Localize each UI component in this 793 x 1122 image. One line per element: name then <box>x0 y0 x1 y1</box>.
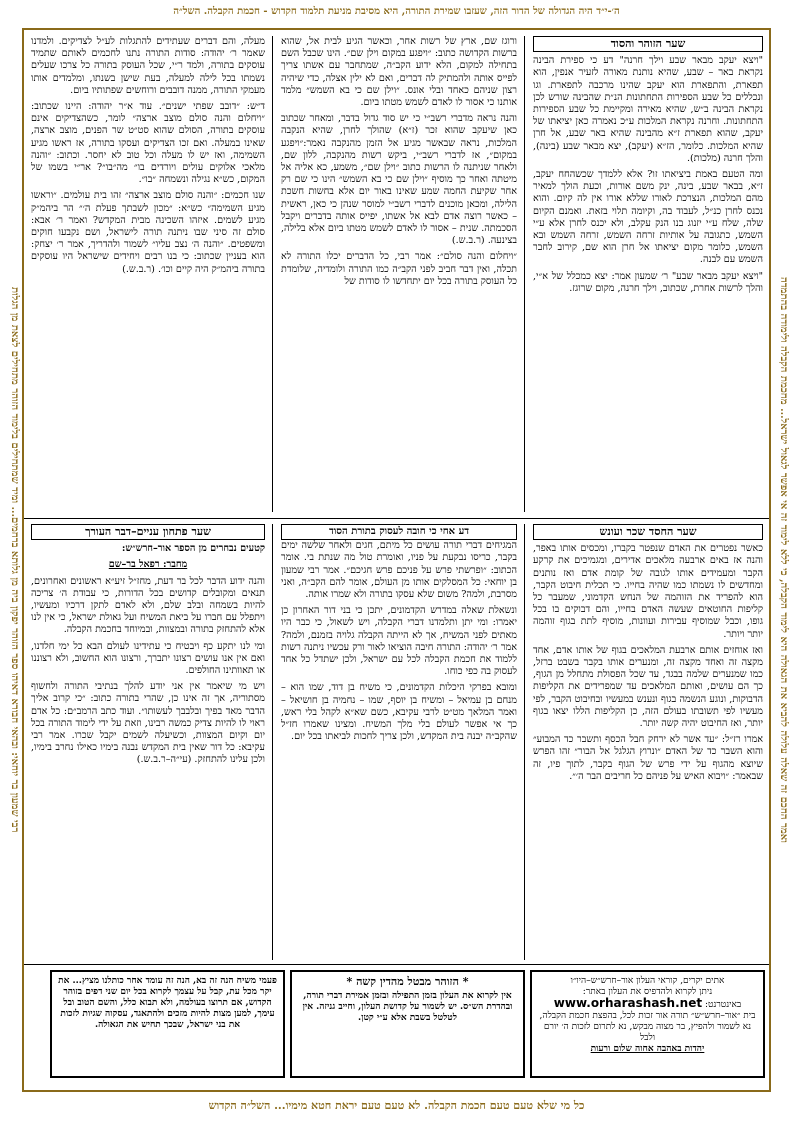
mid-col-right <box>533 524 763 960</box>
info-line: ניתן לקרוא ולהדפיס את העלון באתר: <box>582 987 713 997</box>
paragraph: "ויצא יעקב מבאר שבע וילך חרנה" דע כי ספירת הבינה נקראת באר – שבע, שהיא נותנת מאורה לזעיר אנפין, הוא תפארת, והתפארת הוא יעקב שהינו מרכבה לתפארת. וגו ונכללים כל שבע הספירות התחתונות הנ״ת שהבינה שורש לכן נקראת הבינה ב״ש, שהיא מאירה ומקיימת כל שבע הספירות התחתונות. וחרנה נקראת המלכות ע״כ נאמרה כאן יציאתו של יעקב, שהוא תפארת ז״א מהבינה שהיא באר שבע, אל חרן שהיא המלכות. כלומר, הז״א (יעקב), יצא מבאר שבע (בינה), והלך חרנה (מלכות). <box>533 55 763 164</box>
middle-section <box>24 522 769 962</box>
box-title: * הזוהר מבטל מהדין קשה * <box>346 975 469 988</box>
info-box-right <box>530 970 765 1078</box>
mid-heading-right: שער החסד שכר ועונש <box>533 524 763 540</box>
paragraph: ד״ש: ״דובב שפתי ישנים״. עוד א״ר יהודה: היינו שכתוב: ״ויחלום והנה סולם מוצב ארצה״ לומר, כשהצדיקים אינם עוסקים בתורה, הסולם שהוא סט״ט שר הפנים, מוצב ארצה, שאינו במעלה. ואם זכו הצדיקים ועסקו בתורה, אז ראשו מגיע השמימה, ואז יש לו מעלה וכל טוב לא יחסר. וכתוב: ״והנה מלאכי אלוקים עולים ויורדים בו״ מה״בו״? אר״י בשמו של המקום, כש״א נגילה ונשמחה ״בו״. <box>31 101 265 186</box>
top-banner: ה׳-י״ד היה הגדולה של הדור הזה, שעזבו שמירת התורה, היא מסיבת מניעת תלמוד חקדוש - חכמת הקבלה. השל״ה <box>173 6 620 17</box>
top-col-left <box>31 36 265 512</box>
site-row <box>536 998 759 1011</box>
paragraph: "ויצא יעקב מבאר שבע" ר׳ שמעון אמר: יצא כמכלל של א״י, והלך לרשות אחרת, שכתוב, וילך חרנה, מקום שרוגז. <box>533 270 763 294</box>
box-body: אין לקרוא את העלון בזמן התפילה ובזמן אמירת דברי תורה, ובהדרת הש״ס. יש לשמור על קדושת העלון, וחייב גניזה. אין לטלטל בשבת אלא ע״י קטן. <box>302 991 513 1023</box>
site-label: באינטרנט: <box>704 1000 742 1010</box>
paragraph: והנה נראה מדברי רשב״י כי יש סוד גדול בדבר, ומאחר שכתוב כאן שיעקב שהוא זכר (ז״א) שהולך לחרן, שהיא הנקבה המלכות, נראה שבאשר מגיע אל הזמן מהנקבה נאמר:״ויפגע במקום״, אז לדברי רשב״י, ביקש רשות מהנקבה, ללון שם, ולאחר שניתנה לו הרשות כתוב ״וילן שם״, משמע, כא אליה אל מיטתה ואחר כך מוסיף ״וילן שם כי בא השמש״ הינו כי שם רק אחר שקיעת החמה שמע שאינו באור יום אלא בחשות חשכת הלילה, ומכאן מוכנים לדברי רשב״י למוסר שנהן כי כאן, ראשית – כאשר רוצה אדם לבא אל אשתו, יפייס אותה בדברים ויקבל הסכמתה. שנית – אסור לו לאדם לשמש מטתו ביום אלא בלילה, בצינעה. (ר.ב.ש.) <box>281 113 517 247</box>
top-col-right <box>533 36 763 512</box>
paragraph: ויש מי שיאמר אין אני יודע להלך בנתיבי התורה ולחשוף מסתוריה, אך זה אינו כן, שהרי בתורה כתוב: ״כי קרוב אליך הדבר מאד בפיך ובלבבך לעשותו״. ועוד כתב הרמב״ם: כל אדם ראוי לו להיות צדיק כמשה רבינו, וזאת על ידי לימוד התורה בכל יום וקיום המצוות, וכשיעלה לשמים יקבל שכרו. אמר רבי עקיבא: כל דור שאין בית המקדש נבנה בימיו כאילו נחרב בימיו, ולכן עלינו להתחזק. (עי״ה–ר.ב.ש.) <box>31 681 265 766</box>
right-rail-text: ואמר החכם זה שאלה עלולה להביא את הגאולה היא לימוד הקבלה, כי ללא לימוד זה אי אפשר לגאול ישראל... מחכמת הקבלה ולימודה בהתמדה <box>778 277 789 843</box>
top-heading: שער הזוהר והסוד <box>533 36 763 52</box>
paragraph: מעלה, והם דברים שעתידים להתגלות לע״ל לצדיקים. ולמדנו שאמר ר׳ יהודה: סודות התורה נתנו לחכמים לאותם שתמיד עוסקים בתורה, ולמד ר״י, שכל העוסק בתורה כל צרכו שעלים נשמתו בכל לילה למעלה, בעת שישן בשנתו, ומלמדים אותו מעמקי התורה, ממנה דובבים ורוחשים שפתותיו ביום. <box>31 36 265 96</box>
top-col-mid <box>281 36 517 512</box>
info-box-mid <box>290 970 525 1078</box>
website-link[interactable]: www.orharashash.net <box>553 996 703 1010</box>
mid-heading-center: דע אחי כי חובה לעסוק בתורת הסוד <box>281 524 517 540</box>
top-section <box>24 32 769 516</box>
paragraph: אמרו רז״ל: ״עד אשר לא ירחק חבל הכסף ותשבר כד המבוע״ והוא השבר כד של האדם ״ונרוץ הגלגל אל הבור״ זהו הפרש שיוצא מהגוף על ידי פרש של הגוף בקבר, לתוך פיו, זה שבאמר: ״ויבוא האיש על פניהם כל חריבים הבר ה׳״. <box>533 734 763 782</box>
paragraph: ומי לנו יתקע כף ויבטיח כי עתידינו לעולם הבא כל ימי חלדנו, ואם אין אנו עושים רצונו יתברך, ורצונו הוא החשוב, ולא רצוננו או תאוותינו החולפים. <box>31 640 265 677</box>
paragraph: ורוגז שם, ארץ של רשות אחר, וכאשר הגיע לבית אל, שהוא ברשות הקדושה כתוב: ״ויפגע במקום וילן שם״. הינו שכבל השם בתחילה למקום, הלא ידוע הקב״ה, שמתחבר עם אשתו צריך לפייס אותה ולהמתיק לה דברים, ואם לא ילין אצלה, כדי שיהיה רצון שניהם כאחד ובלי אונס. ״וילן שם כי בא השמש״ מלמד אותנו כי אסור לו לאדם לשמש מטתו ביום. <box>281 36 517 109</box>
mid-col-center <box>281 524 517 960</box>
paragraph: והנה ידוע הדבר לכל בר דעת, מחז״ל זיע״א ראשונים ואחרונים, תנאים ומקובלים קדושים בכל הדורות, כי עבודת ה׳ צריכה להיות בשמחה ובלב שלם, ולא לאדם לתקן דרכיו ומעשיו, ויתפלל עם חברו על ביאת המשיח ועל גאולת ישראל, כי אין לנו אלא להתחזק בתורה ובמצוות, ובמיוחד בחכמת הקבלה. <box>31 575 265 636</box>
paragraph: ומובא בפרקי היכלות הקדמונים, כי משיח בן דוד, שמו הוא – מנחם בן עמיאל – ומשיח בן יוסף, שמו – נחמיה בן חושיאל – ואמר המלאך מט״ט לרבי עקיבא, כשם שא״א לקהל בלי ראש, כך אי אפשר לעולם בלי מלך המשיח. ומצינו שאמרו חז״ל שהקב״ה יבנה בית המקדש, ולכן צריך לחכות לביאתו בכל יום. <box>281 682 517 743</box>
intro-line: קטעים נבחרים מן הספר אור–חרש״ש: <box>121 543 265 555</box>
paragraph: כאשר נפטרים את האדם שנפטר בקברו, ומכסים אותו באפר, והנה אז באים ארבעה מלאכים אדירים, ומגמיכים את קרקע הקבר ומעמידים אותו לגובה של קומת אדם ואז נותנים ומחדשים לו נשמתו כמו שהיה בחייו. כי תכלית חיבוט הקבר, הוא להפריד את הזוהמה של הנחש הקדמוני, שמעבר כל קליפות החוטאים שעשה האדם בחייו, והם דבוקים בו בכל גופו, וכבל שמוסיף עבירות ועוונות, מוסיף לתת בגוף זוהמה יותר ויותר. <box>533 543 763 640</box>
paragraph: ואז אוחזים אותם ארבעת המלאכים בגוף של אותו אדם, אחד מקצה זה ואחד מקצה זה, ומנערים אותו בקבר בשבט ברזל, כמו שמנערים שלמה בבגד, עד שכל הפסולת מתחלל מן הגוף, כך הם עושים, ואותם המלאכים עד שמפרידים את הקליפות הדבוקות, ונוגע הנשמה בגוף ונענש במעשיו ובחיבוט הקבר, לפי מעשיו לפי תשובתו בעולם הזה, כן הקליפות הללו יצאו בגוף יותר, ואז החיבוט יהיה קשה יותר. <box>533 644 763 730</box>
author-line: מחבר: רפאל בר–שם <box>108 559 188 571</box>
paragraph: שנו חכמים: ״והנה סולם מוצב ארצה״ זהו בית עולמים. ״וראשו מגיע השמימה״ כש״א: ״מכון לשבתך פעלת ה׳״ הר ביהמ״ק מגיע לשמים. איזהו השכינה מבית המקדש? ואמר ר׳ אבא: סולם זה סיני שבו ניתנה תורה לישראל, ושם נקבעו חוקים ומשפטים. ״והנה ה׳ נצב עליו״ לשמור ולהדריך, אמר ר׳ יצחק: הוא בעניין שכתוב: כי בנו רבים ויחידים שישראל היו עוסקים בתורה ביהמ״ק היה קיים וכו׳. (ר.ב.ש.) <box>31 190 265 275</box>
left-rail-text: רבי שמעון בר יוחאי: ובהאי חבורא דאיהו ספר הזוהר יפקון ביה מן גלותא ברחמים... ומיד שמתחילים בלימוד הזוהר מתחילים לצאת מן הגלות <box>9 287 20 833</box>
paragraph: ״ויחלום והנה סולם״: אמר רבי, כל הדברים יכלו התורה לא תכלה, ואין דבר חביב לפני הקב״ה כמו התורה ולומדיה, שלומדת כל העוסק בתורה בכל יום יתחדשו לו סודות של <box>281 251 517 287</box>
paragraph: ונשאלת שאלה במדרש הקדמונים, יתכן כי בני דור האחרון כן יאמרו: ומי יתן ותלמדנו דברי הקבלה, ויש לשאול, כי כבר היו מאתים לפני המשיח, אך לא הייתה הקבלה גלויה בזמנם, ולמה? אמר ר׳ יהודה: התורה חיבה הוציאו לאור ורק עכשיו ניתנה רשות ללמוד את חכמת הקבלה לכל עם ישראל, ולכן ישתדל כל אחד לעסוק בה כפי כוחו. <box>281 605 517 678</box>
info-line: אתים יקרים, קוראי העלון אור–חרש״ש–היו״ו <box>570 976 725 986</box>
mid-col-left <box>31 524 265 960</box>
mid-heading-left: שער פתחון עניים–דבר העורך <box>31 524 265 540</box>
box-body: פעמי משיח הנה זה בא, הנה זה עומד אחר כותלנו מציץ... את יקר מכל עת, קבל על עצמך לקרוא בכל יום שני דפים בזוהר הקדוש, אם תרוצו בעולמה, ולא תבוא כלל, והשם הטוב ובל עימך, למען מצות להיות מזכים ולהתאגד, עסקוה שגיות לזכות את בני ישראל, שבכך תחיש את הגאולה. <box>58 976 277 1030</box>
info-line: בית ״אור–חרש״ש״ תורה אור זכות לכל, בהפצת חכמת הקבלה, נא לשמור ולהפיץ, בר מצוה מבקש, נא לתרום לזכות ה׳ יורם ולבל <box>539 1011 756 1043</box>
bottom-banner: כל מי שלא טעם טעם חכמת הקבלה. לא טעם טעם יראת חטא מימיו... השל״ה הקדוש <box>208 1099 585 1112</box>
info-box-left <box>50 970 285 1078</box>
info-slogan: יהדות באהבה אחוה שלום ורעות <box>590 1044 705 1054</box>
paragraph: המגיחים דברי תורה עושים כל מיתם, חגים ולאחר שלשה ימים בקבר, כריסו נבקעת על פניו, ואומרת טול מה שנתת בי. אומר הכתוב: ״ופרשתי פרש על פניכם פרש חגיכם״. אמר רבי שמעון בן יוחאי: כל המסלקים אותו מן העולם, אומר להם הקב״ה, ואני מסרבת, ולמה? משום שלא עסקו בתורה ולא שמרו אותה. <box>281 540 517 601</box>
paragraph: ומה הטעם באמת ביציאתו זו? אלא ללמדך שכשהחח יעקב, ז״א, בבאר שבע, בינה, ינק משם אורות, וכעת הולך למאיר מהם המלכות, הנצרכת לאורו שללא אורו אין לה קיום. והוא נכנס לחרן כנ״ל, לעבוד בה, וקיומה תלוי בזאת. ואמנם הקיום שלה, שלח ע״י יזנוג בנו הנק עקלב, ולא יכנס לחרן אלא ע״י השמש, כתגובה על אותיות זרחה השמש, זרחה השמש ובא השמש, כלומר מקום יציאתו אל חרן הוא שם, קירוב לחבר השמש עם לבנה. <box>533 169 763 266</box>
